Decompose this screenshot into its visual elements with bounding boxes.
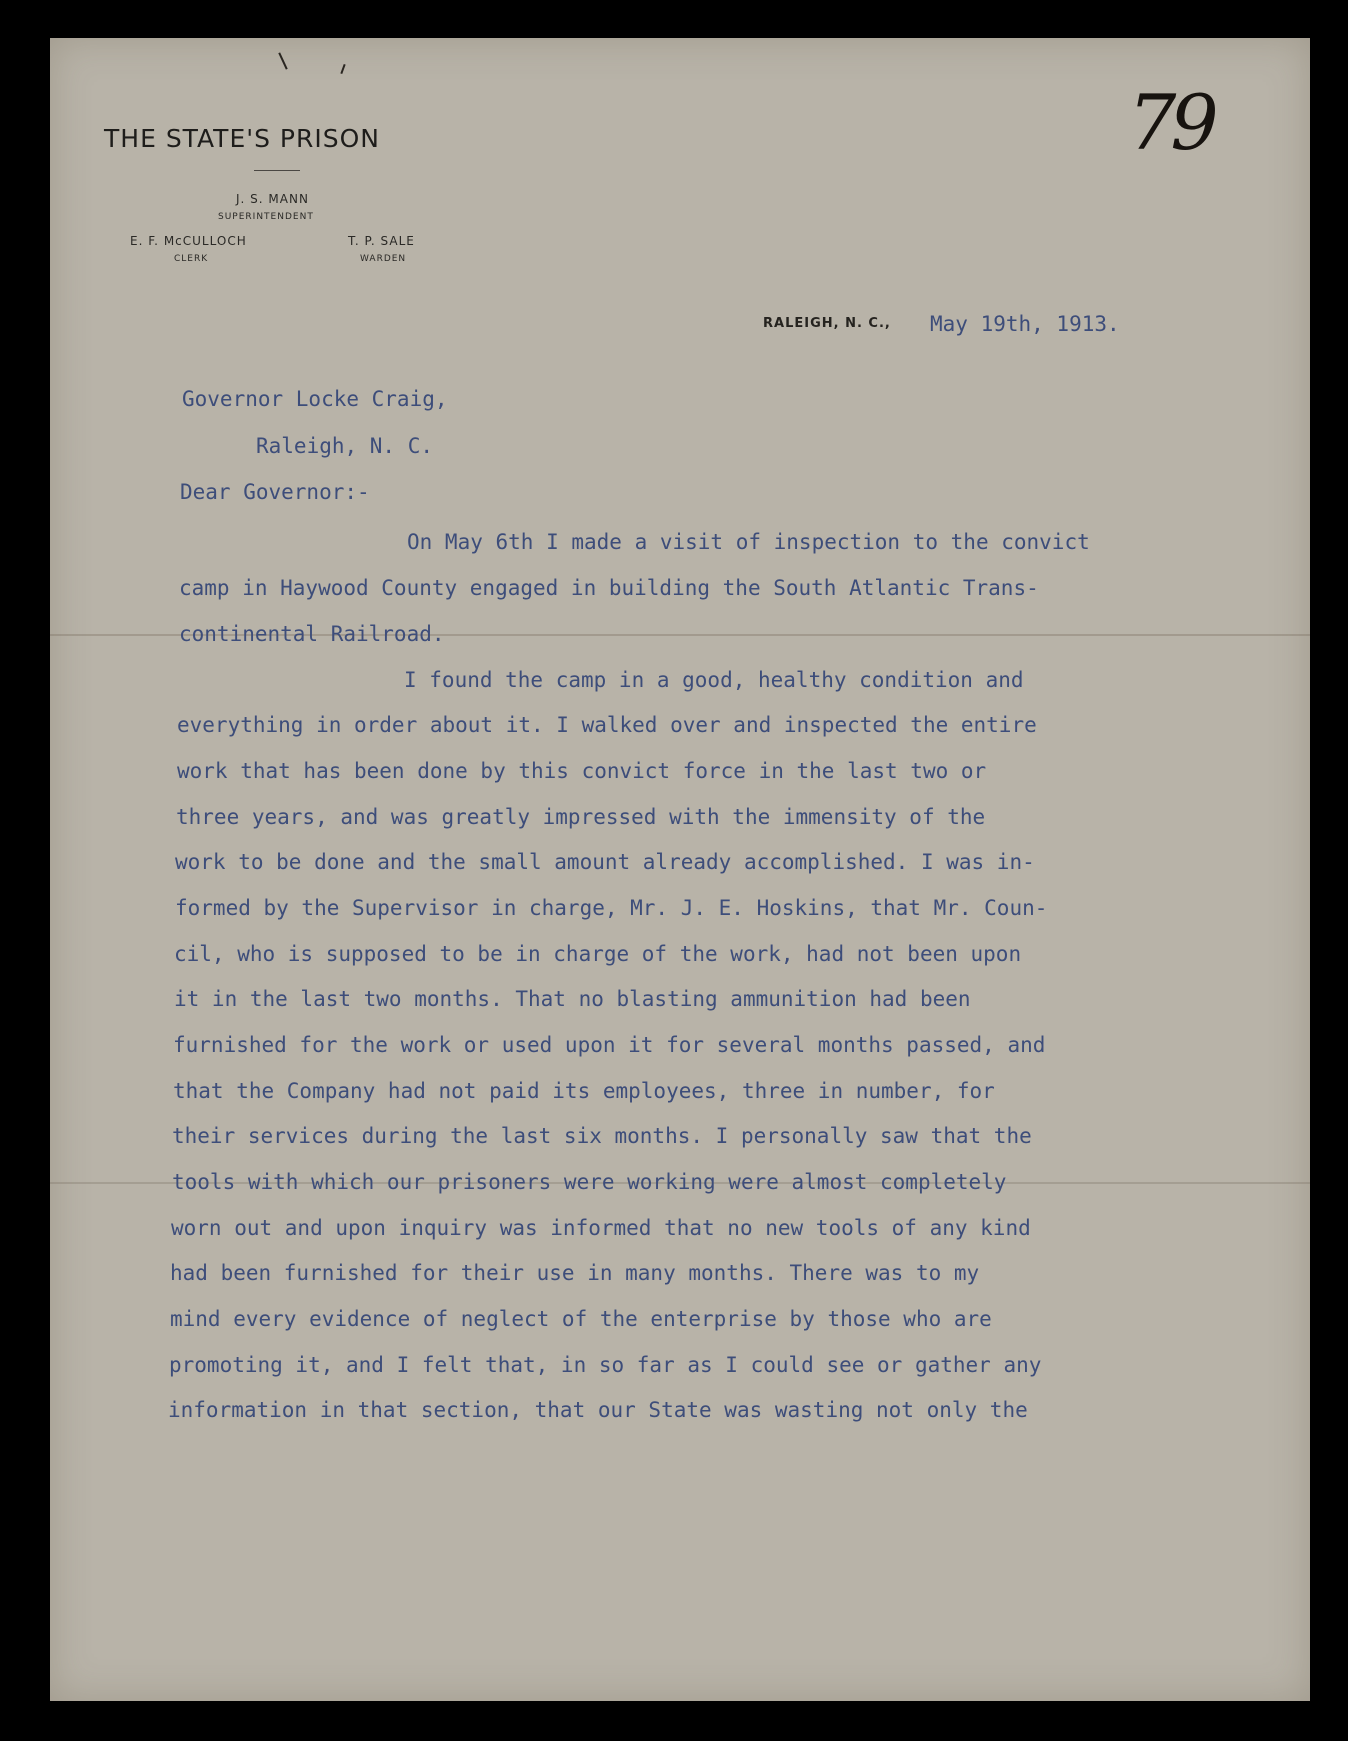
letterhead-place: RALEIGH, N. C., [763, 316, 891, 331]
body-line: I found the camp in a good, healthy condition and [404, 668, 1024, 692]
body-line: promoting it, and I felt that, in so far as I could see or gather any [169, 1353, 1042, 1377]
pencil-mark [278, 52, 287, 69]
body-line: that the Company had not paid its employees, three in number, for [173, 1079, 995, 1103]
body-line: mind every evidence of neglect of the enterprise by those who are [170, 1307, 992, 1331]
warden-name: T. P. SALE [348, 234, 415, 248]
superintendent-role: SUPERINTENDENT [218, 212, 314, 222]
clerk-name: E. F. McCULLOCH [130, 234, 247, 248]
body-line: work to be done and the small amount already accomplished. I was in- [175, 850, 1035, 874]
letterhead-divider [254, 170, 300, 171]
handwritten-page-number: 79 [1128, 78, 1213, 167]
body-line: everything in order about it. I walked over and inspected the entire [177, 713, 1037, 737]
pencil-mark [340, 64, 345, 74]
letter-page [50, 38, 1310, 1701]
body-line: furnished for the work or used upon it for several months passed, and [173, 1033, 1046, 1057]
body-line: their services during the last six months. I personally saw that the [172, 1124, 1032, 1148]
letterhead-title: THE STATE'S PRISON [104, 124, 380, 153]
body-line: had been furnished for their use in many months. There was to my [170, 1261, 980, 1285]
body-line: worn out and upon inquiry was informed that no new tools of any kind [171, 1216, 1031, 1240]
body-line: formed by the Supervisor in charge, Mr. J. E. Hoskins, that Mr. Coun- [175, 896, 1048, 920]
body-line: it in the last two months. That no blasting ammunition had been [174, 987, 971, 1011]
body-line: On May 6th I made a visit of inspection to the convict [407, 530, 1090, 554]
body-line: camp in Haywood County engaged in building the South Atlantic Trans- [179, 576, 1039, 600]
body-line: information in that section, that our State was wasting not only the [168, 1398, 1028, 1422]
body-line: tools with which our prisoners were working were almost completely [172, 1170, 1007, 1194]
body-line: work that has been done by this convict force in the last two or [177, 759, 987, 783]
clerk-role: CLERK [174, 254, 209, 264]
letter-date: May 19th, 1913. [930, 312, 1120, 336]
warden-role: WARDEN [360, 254, 407, 264]
address-line: Raleigh, N. C. [256, 434, 434, 458]
body-line: cil, who is supposed to be in charge of the work, had not been upon [174, 942, 1022, 966]
salutation: Dear Governor:- [180, 480, 370, 504]
address-line: Governor Locke Craig, [182, 387, 448, 411]
body-line: three years, and was greatly impressed with the immensity of the [176, 805, 986, 829]
body-line: continental Railroad. [179, 622, 445, 646]
superintendent-name: J. S. MANN [236, 192, 309, 206]
